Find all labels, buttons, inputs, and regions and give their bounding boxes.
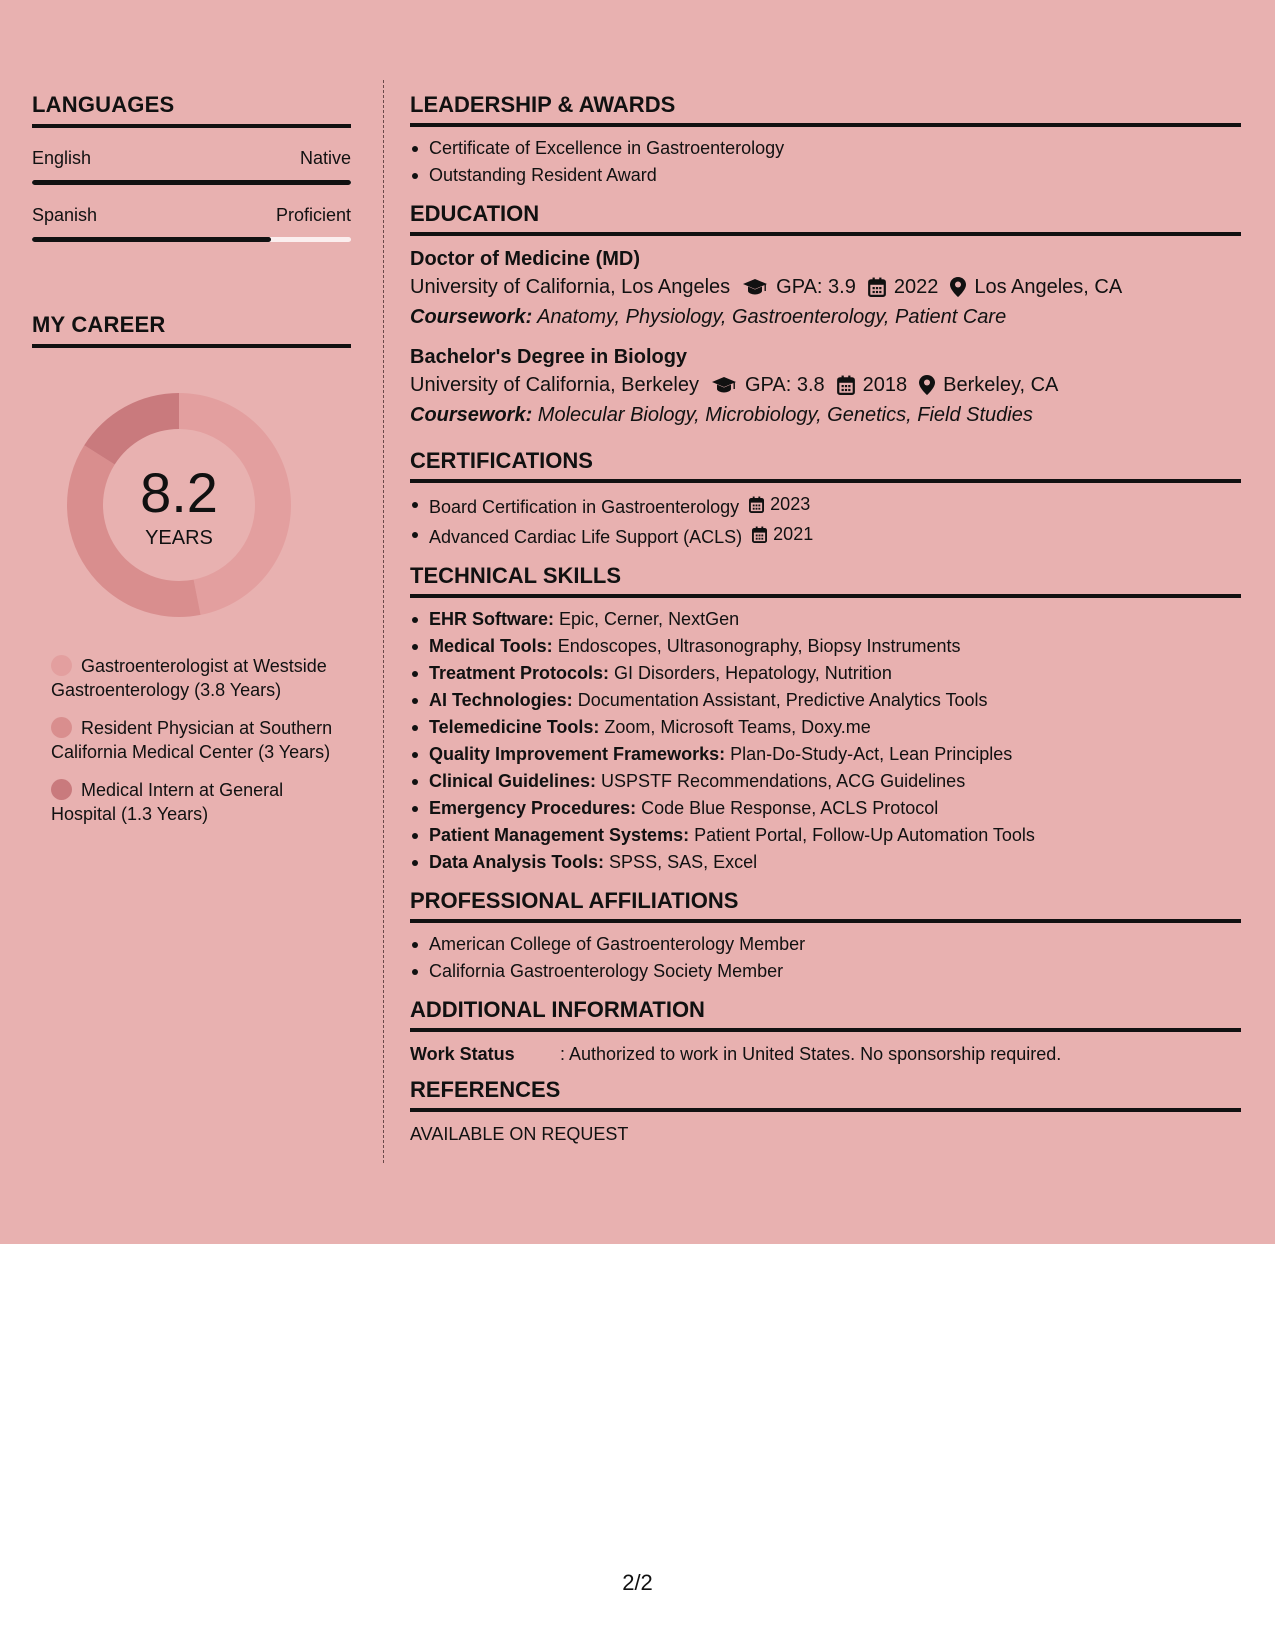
- calendar-icon: [749, 496, 767, 513]
- career-legend: [51, 654, 341, 826]
- affiliation-item: California Gastroenterology Society Member: [410, 958, 1241, 985]
- skill-item: [410, 768, 1241, 795]
- graduation-year: 2018: [862, 374, 908, 396]
- certification-year: 2021: [773, 524, 814, 544]
- education-list: [410, 246, 1241, 430]
- coursework-list: Anatomy, Physiology, Gastroenterology, Patient Care: [532, 306, 1007, 328]
- skill-values: Code Blue Response, ACLS Protocol: [636, 798, 939, 818]
- leadership-heading: LEADERSHIP & AWARDS: [410, 92, 1241, 127]
- degree-title: Bachelor's Degree in Biology: [410, 346, 688, 368]
- gpa: GPA: 3.8: [745, 374, 825, 396]
- skill-category: EHR Software:: [429, 609, 555, 629]
- language-proficiency-bar: [32, 237, 351, 242]
- legend-color-dot: [51, 717, 72, 738]
- language-proficiency-bar: [32, 180, 351, 185]
- skill-item: [410, 822, 1241, 849]
- leadership-section: [410, 92, 1241, 189]
- certifications-section: [410, 448, 1241, 551]
- skill-values: Documentation Assistant, Predictive Analytics Tools: [572, 690, 988, 710]
- career-legend-label: Gastroenterologist at Westside Gastroenterology (3.8 Years): [51, 656, 327, 700]
- school-name: University of California, Berkeley: [410, 374, 699, 396]
- education-entry: [410, 246, 1241, 332]
- references-heading: REFERENCES: [410, 1077, 1241, 1112]
- left-column: [32, 92, 351, 840]
- work-status-label: Work Status: [410, 1044, 515, 1064]
- education-heading: EDUCATION: [410, 201, 1241, 236]
- language-item: [32, 148, 351, 185]
- location-pin-icon: [950, 277, 966, 297]
- affiliations-list: [410, 931, 1241, 985]
- gpa: GPA: 3.9: [776, 276, 856, 298]
- language-level: Proficient: [275, 205, 351, 225]
- certification-year: 2023: [770, 494, 811, 514]
- skill-category: Data Analysis Tools:: [429, 852, 605, 872]
- education-details: [410, 272, 1241, 302]
- calendar-icon: [868, 277, 886, 297]
- school-location: Berkeley, CA: [943, 374, 1059, 396]
- skill-item: [410, 660, 1241, 687]
- coursework: [410, 302, 1241, 332]
- language-proficiency-fill: [32, 180, 351, 185]
- career-total-years: 8.2: [140, 460, 218, 524]
- additional-section: [410, 997, 1241, 1065]
- legend-color-dot: [51, 655, 72, 676]
- languages-list: [32, 148, 351, 242]
- education-details: [410, 370, 1241, 400]
- skill-values: Plan-Do-Study-Act, Lean Principles: [725, 744, 1013, 764]
- career-legend-item: [51, 654, 341, 702]
- skill-values: Patient Portal, Follow-Up Automation Tools: [689, 825, 1035, 845]
- skill-category: Quality Improvement Frameworks:: [429, 744, 726, 764]
- work-status-row: [410, 1044, 1241, 1065]
- school-location: Los Angeles, CA: [974, 276, 1123, 298]
- language-proficiency-fill: [32, 237, 271, 242]
- certifications-heading: CERTIFICATIONS: [410, 448, 1241, 483]
- skill-category: Telemedicine Tools:: [429, 717, 600, 737]
- coursework-label: Coursework:: [410, 404, 533, 426]
- certification-item: [410, 521, 1241, 551]
- award-item: Outstanding Resident Award: [410, 162, 1241, 189]
- certifications-list: [410, 491, 1241, 551]
- skills-list: [410, 606, 1241, 876]
- certification-name: Advanced Cardiac Life Support (ACLS): [429, 527, 743, 547]
- skill-item: [410, 633, 1241, 660]
- skill-values: Endoscopes, Ultrasonography, Biopsy Instruments: [552, 636, 961, 656]
- affiliation-item: American College of Gastroenterology Member: [410, 931, 1241, 958]
- graduation-cap-icon: [742, 278, 768, 296]
- skill-values: Zoom, Microsoft Teams, Doxy.me: [599, 717, 871, 737]
- career-heading: MY CAREER: [32, 312, 351, 348]
- career-legend-item: [51, 716, 341, 764]
- additional-heading: ADDITIONAL INFORMATION: [410, 997, 1241, 1032]
- affiliations-section: [410, 888, 1241, 985]
- skill-values: SPSS, SAS, Excel: [604, 852, 758, 872]
- award-item: Certificate of Excellence in Gastroenterology: [410, 135, 1241, 162]
- graduation-cap-icon: [711, 376, 737, 394]
- skill-item: [410, 714, 1241, 741]
- work-status-value: : Authorized to work in United States. No sponsorship required.: [560, 1044, 1062, 1064]
- skills-heading: TECHNICAL SKILLS: [410, 563, 1241, 598]
- skill-item: [410, 849, 1241, 876]
- degree-title: Doctor of Medicine (MD): [410, 248, 640, 270]
- coursework: [410, 400, 1241, 430]
- languages-heading: LANGUAGES: [32, 92, 351, 128]
- skill-item: [410, 795, 1241, 822]
- skill-category: Emergency Procedures:: [429, 798, 637, 818]
- skill-item: [410, 606, 1241, 633]
- coursework-list: Molecular Biology, Microbiology, Genetics, Field Studies: [532, 404, 1033, 426]
- language-name: English: [32, 148, 92, 168]
- legend-color-dot: [51, 779, 72, 800]
- career-legend-label: Resident Physician at Southern California Medical Center (3 Years): [51, 718, 333, 762]
- career-donut-chart: [66, 392, 292, 618]
- graduation-year: 2022: [893, 276, 939, 298]
- affiliations-heading: PROFESSIONAL AFFILIATIONS: [410, 888, 1241, 923]
- location-pin-icon: [919, 375, 935, 395]
- career-total-unit: YEARS: [145, 526, 213, 549]
- skill-category: Medical Tools:: [429, 636, 553, 656]
- calendar-icon: [752, 526, 770, 543]
- page-number: 2/2: [622, 1570, 653, 1595]
- skill-item: [410, 687, 1241, 714]
- calendar-icon: [837, 375, 855, 395]
- language-level: Native: [299, 148, 351, 168]
- career-legend-item: [51, 778, 341, 826]
- leadership-list: [410, 135, 1241, 189]
- skill-category: Clinical Guidelines:: [429, 771, 597, 791]
- skill-values: Epic, Cerner, NextGen: [554, 609, 740, 629]
- skills-section: [410, 563, 1241, 876]
- column-divider: [383, 80, 384, 1163]
- certification-name: Board Certification in Gastroenterology: [429, 497, 740, 517]
- language-name: Spanish: [32, 205, 98, 225]
- skill-category: Patient Management Systems:: [429, 825, 690, 845]
- career-legend-label: Medical Intern at General Hospital (1.3 Years): [51, 780, 284, 824]
- skill-values: GI Disorders, Hepatology, Nutrition: [609, 663, 892, 683]
- education-entry: [410, 344, 1241, 430]
- skill-category: Treatment Protocols:: [429, 663, 610, 683]
- school-name: University of California, Los Angeles: [410, 276, 731, 298]
- education-section: [410, 201, 1241, 430]
- references-section: [410, 1077, 1241, 1145]
- coursework-label: Coursework:: [410, 306, 533, 328]
- skill-values: USPSTF Recommendations, ACG Guidelines: [596, 771, 966, 791]
- references-text: AVAILABLE ON REQUEST: [410, 1124, 629, 1144]
- right-column: [410, 92, 1241, 1145]
- certification-item: [410, 491, 1241, 521]
- language-item: [32, 205, 351, 242]
- skill-item: [410, 741, 1241, 768]
- skill-category: AI Technologies:: [429, 690, 573, 710]
